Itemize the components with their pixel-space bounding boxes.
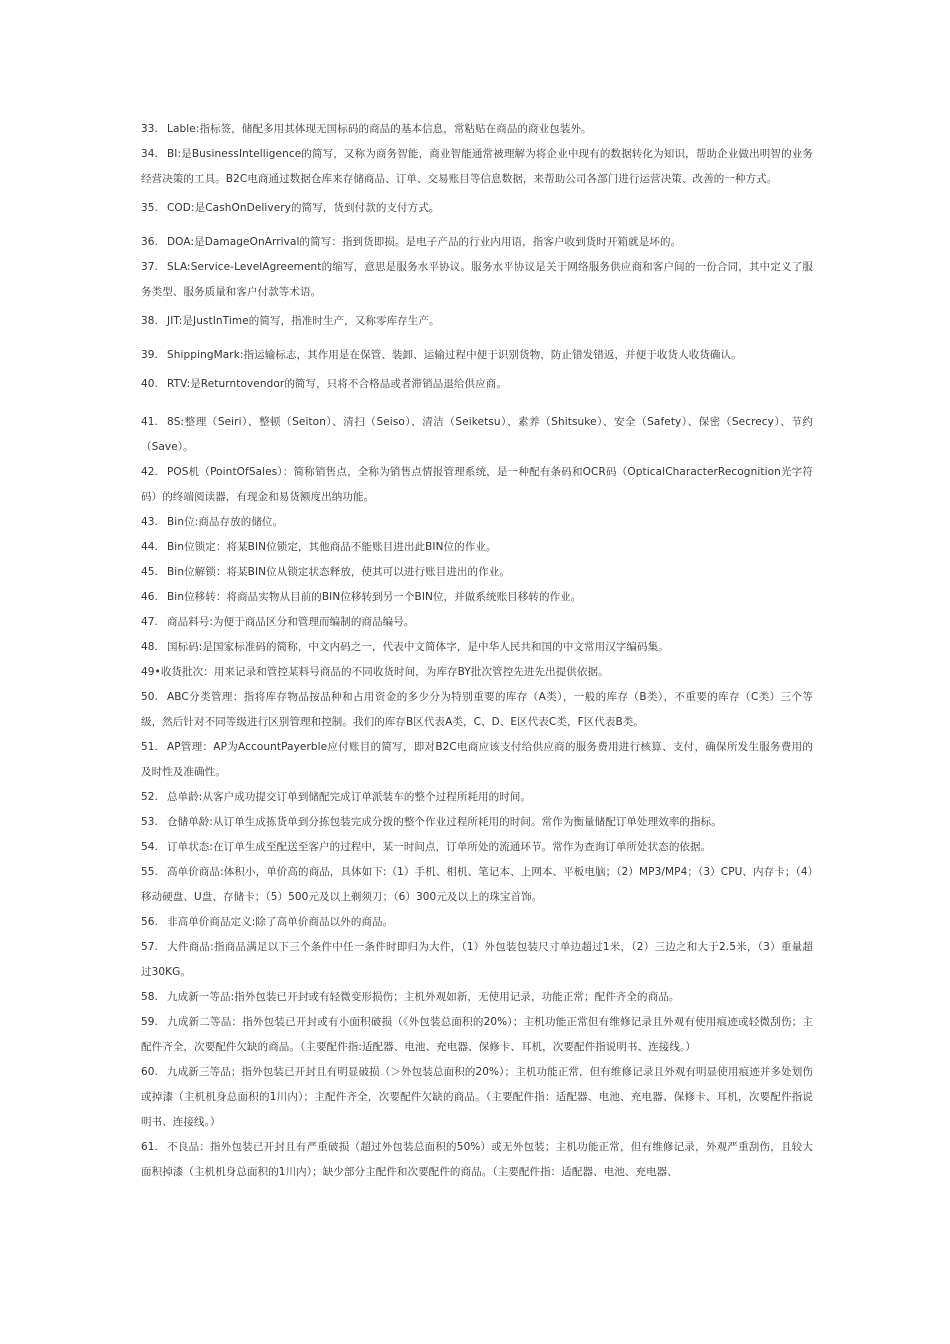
entry-text: AP管理：AP为AccountPayerble应付账目的简写，即对B2C电商应该支付给供应商的服务费用进行核算、支付，确保所发生服务费用的及时性及准确性。 (141, 741, 813, 778)
glossary-entry-51 (141, 735, 813, 785)
glossary-entry-40 (141, 372, 813, 397)
entry-text: JIT:是JustInTime的简写，指准时生产，又称零库存生产。 (167, 315, 440, 327)
entry-text: POS机（PointOfSales）：简称销售点，全称为销售点情报管理系统，是一种配有条码和OCR码（OpticalCharacterRecognition光字符码）的终端阅读器，有现金和易货额度出纳功能。 (141, 466, 813, 503)
entry-number: 55. (141, 866, 158, 878)
glossary-entry-33 (141, 117, 813, 142)
glossary-entry-44 (141, 535, 813, 560)
glossary-entry-56 (141, 910, 813, 935)
entry-number: 56. (141, 916, 158, 928)
glossary-entry-42 (141, 460, 813, 510)
entry-text: 大件商品:指商品满足以下三个条件中任一条件时即归为大件，（1）外包装包装尺寸单边超过1米，（2）三边之和大于2.5米，（3）重量超过30KG。 (141, 941, 813, 978)
entry-number: 46. (141, 591, 158, 603)
entry-number: 50. (141, 691, 158, 703)
entry-text: Bin位移转：将商品实物从目前的BIN位移转到另一个BIN位，并做系统账目移转的作业。 (167, 591, 582, 603)
entry-number: 47. (141, 616, 158, 628)
entry-text: 九成新一等品:指外包装已开封或有轻微变形损伤；主机外观如新，无使用记录，功能正常；配件齐全的商品。 (167, 991, 680, 1003)
entry-number: 33. (141, 123, 158, 135)
glossary-entry-34 (141, 142, 813, 192)
entry-text: RTV:是Returntovendor的简写，只将不合格品或者滞销品退给供应商。 (167, 378, 507, 390)
glossary-entry-37 (141, 255, 813, 305)
glossary-entry-52 (141, 785, 813, 810)
glossary-entry-45 (141, 560, 813, 585)
entry-number: 43. (141, 516, 158, 528)
entry-text: Bin位解锁：将某BIN位从锁定状态释放，使其可以进行账目进出的作业。 (167, 566, 510, 578)
entry-number: 37. (141, 261, 158, 273)
entry-number: 42. (141, 466, 158, 478)
entry-number: 60. (141, 1066, 158, 1078)
entry-text: 高单价商品:体积小，单价高的商品，具体如下:（1）手机、相机、笔记本、上网本、平板电脑；（2）MP3/MP4；（3）CPU、内存卡；（4）移动硬盘、U盘、存储卡；（5）500元及以上剃须刀；（6）300元及以上的珠宝首饰。 (141, 866, 813, 903)
glossary-list (141, 117, 813, 1185)
entry-number: 53. (141, 816, 158, 828)
entry-number: 54. (141, 841, 158, 853)
entry-number: 57. (141, 941, 158, 953)
glossary-entry-38 (141, 309, 813, 334)
entry-number: 59. (141, 1016, 158, 1028)
entry-text: Bin位:商品存放的储位。 (167, 516, 284, 528)
entry-number: 49• (141, 666, 161, 678)
entry-text: COD:是CashOnDelivery的简写，货到付款的支付方式。 (167, 202, 440, 214)
glossary-entry-36 (141, 230, 813, 255)
entry-text: 九成新三等品；指外包装已开封且有明显破损（＞外包装总面积的20%）；主机功能正常，但有维修记录且外观有明显使用痕迹并多处划伤或掉漆（主机机身总面积的1川内）；主配件齐全，次要配件欠缺的商品。（主要配件指：适配器、电池、充电器、保修卡、耳机，次要配件指说明书、连接线。） (141, 1066, 813, 1128)
entry-text: SLA:Service-LevelAgreement的缩写，意思是服务水平协议。服务水平协议是关于网络服务供应商和客户间的一份合同，其中定义了服务类型、服务质量和客户付款等术语。 (141, 261, 813, 298)
glossary-entry-55 (141, 860, 813, 910)
glossary-entry-43 (141, 510, 813, 535)
entry-number: 38. (141, 315, 158, 327)
glossary-entry-50 (141, 685, 813, 735)
entry-number: 36. (141, 236, 158, 248)
entry-number: 40. (141, 378, 158, 390)
glossary-entry-58 (141, 985, 813, 1010)
entry-text: 非高单价商品定义:除了高单价商品以外的商品。 (167, 916, 394, 928)
entry-text: 九成新二等品：指外包装已开封或有小面积破损（《外包装总面积的20%）；主机功能正常但有维修记录且外观有使用痕迹或轻微刮伤；主配件齐全，次要配件欠缺的商品。（主要配件指:适配器、电池、充电器、保修卡、耳机，次要配件指说明书、连接线。） (141, 1016, 813, 1053)
entry-number: 48. (141, 641, 158, 653)
glossary-entry-54 (141, 835, 813, 860)
entry-text: 商品料号:为便于商品区分和管理而编制的商品编号。 (167, 616, 415, 628)
glossary-entry-49 (141, 660, 813, 685)
entry-text: DOA:是DamageOnArrival的简写：指到货即损。是电子产品的行业内用语，指客户收到货时开箱就是坏的。 (167, 236, 682, 248)
glossary-entry-47 (141, 610, 813, 635)
glossary-entry-35 (141, 196, 813, 221)
entry-text: ShippingMark:指运输标志，其作用是在保管、装卸、运输过程中便于识别货物，防止错发错返，并便于收货人收货确认。 (167, 349, 742, 361)
entry-number: 61. (141, 1141, 158, 1153)
entry-number: 34. (141, 148, 158, 160)
glossary-entry-53 (141, 810, 813, 835)
glossary-entry-48 (141, 635, 813, 660)
entry-text: 仓储单龄:从订单生成拣货单到分拣包装完成分拨的整个作业过程所耗用的时间。常作为衡量储配订单处理效率的指标。 (167, 816, 722, 828)
entry-number: 45. (141, 566, 158, 578)
glossary-entry-61 (141, 1135, 813, 1185)
entry-text: 国标码:是国家标准码的简称，中文内码之一，代表中文简体字，是中华人民共和国的中文常用汉字编码集。 (167, 641, 669, 653)
glossary-entry-39 (141, 343, 813, 368)
entry-number: 39. (141, 349, 158, 361)
entry-number: 51. (141, 741, 158, 753)
entry-number: 44. (141, 541, 158, 553)
entry-text: Lable:指标签，储配多用其体现无国标码的商品的基本信息，常粘贴在商品的商业包装外。 (167, 123, 592, 135)
entry-number: 41. (141, 416, 158, 428)
entry-number: 58. (141, 991, 158, 1003)
glossary-entry-57 (141, 935, 813, 985)
entry-text: ABC分类管理：指将库存物品按品种和占用资金的多少分为特别重要的库存（A类），一般的库存（B类），不重要的库存（C类）三个等级，然后针对不同等级进行区别管理和控制。我们的库存B区代表A类，C、D、E区代表C类，F区代表B类。 (141, 691, 813, 728)
entry-text: 总单龄:从客户成功提交订单到储配完成订单派装车的整个过程所耗用的时间。 (167, 791, 532, 803)
glossary-entry-59 (141, 1010, 813, 1060)
entry-number: 35. (141, 202, 158, 214)
entry-text: 不良品：指外包装已开封且有严重破损（超过外包装总面积的50%）或无外包装；主机功能正常，但有维修记录，外观严重刮伤，且较大面积掉漆（主机机身总面积的1川内）；缺少部分主配件和次要配件的商品。（主要配件指：适配器、电池、充电器、 (141, 1141, 813, 1178)
glossary-entry-46 (141, 585, 813, 610)
entry-number: 52. (141, 791, 158, 803)
glossary-entry-60 (141, 1060, 813, 1135)
entry-text: 订单状态:在订单生成至配送至客户的过程中，某一时间点，订单所处的流通环节。常作为查询订单所处状态的依据。 (167, 841, 712, 853)
entry-text: 收货批次：用来记录和管控某料号商品的不同收货时间，为库存BY批次管控先进先出提供依据。 (160, 666, 609, 678)
glossary-entry-41 (141, 410, 813, 460)
entry-text: Bin位锁定：将某BIN位锁定，其他商品不能账目进出此BIN位的作业。 (167, 541, 497, 553)
entry-text: 8S:整理（Seiri）、整顿（Seiton）、清扫（Seiso）、清洁（Seiketsu）、素养（Shitsuke）、安全（Safety）、保密（Secrecy）、节约（Save）。 (141, 416, 813, 453)
entry-text: BI:是BusinessIntelligence的简写，又称为商务智能，商业智能通常被理解为将企业中现有的数据转化为知识，帮助企业做出明智的业务经营决策的工具。B2C电商通过数据仓库来存储商品、订单、交易账目等信息数据，来帮助公司各部门进行运营决策、改善的一种方式。 (141, 148, 813, 185)
